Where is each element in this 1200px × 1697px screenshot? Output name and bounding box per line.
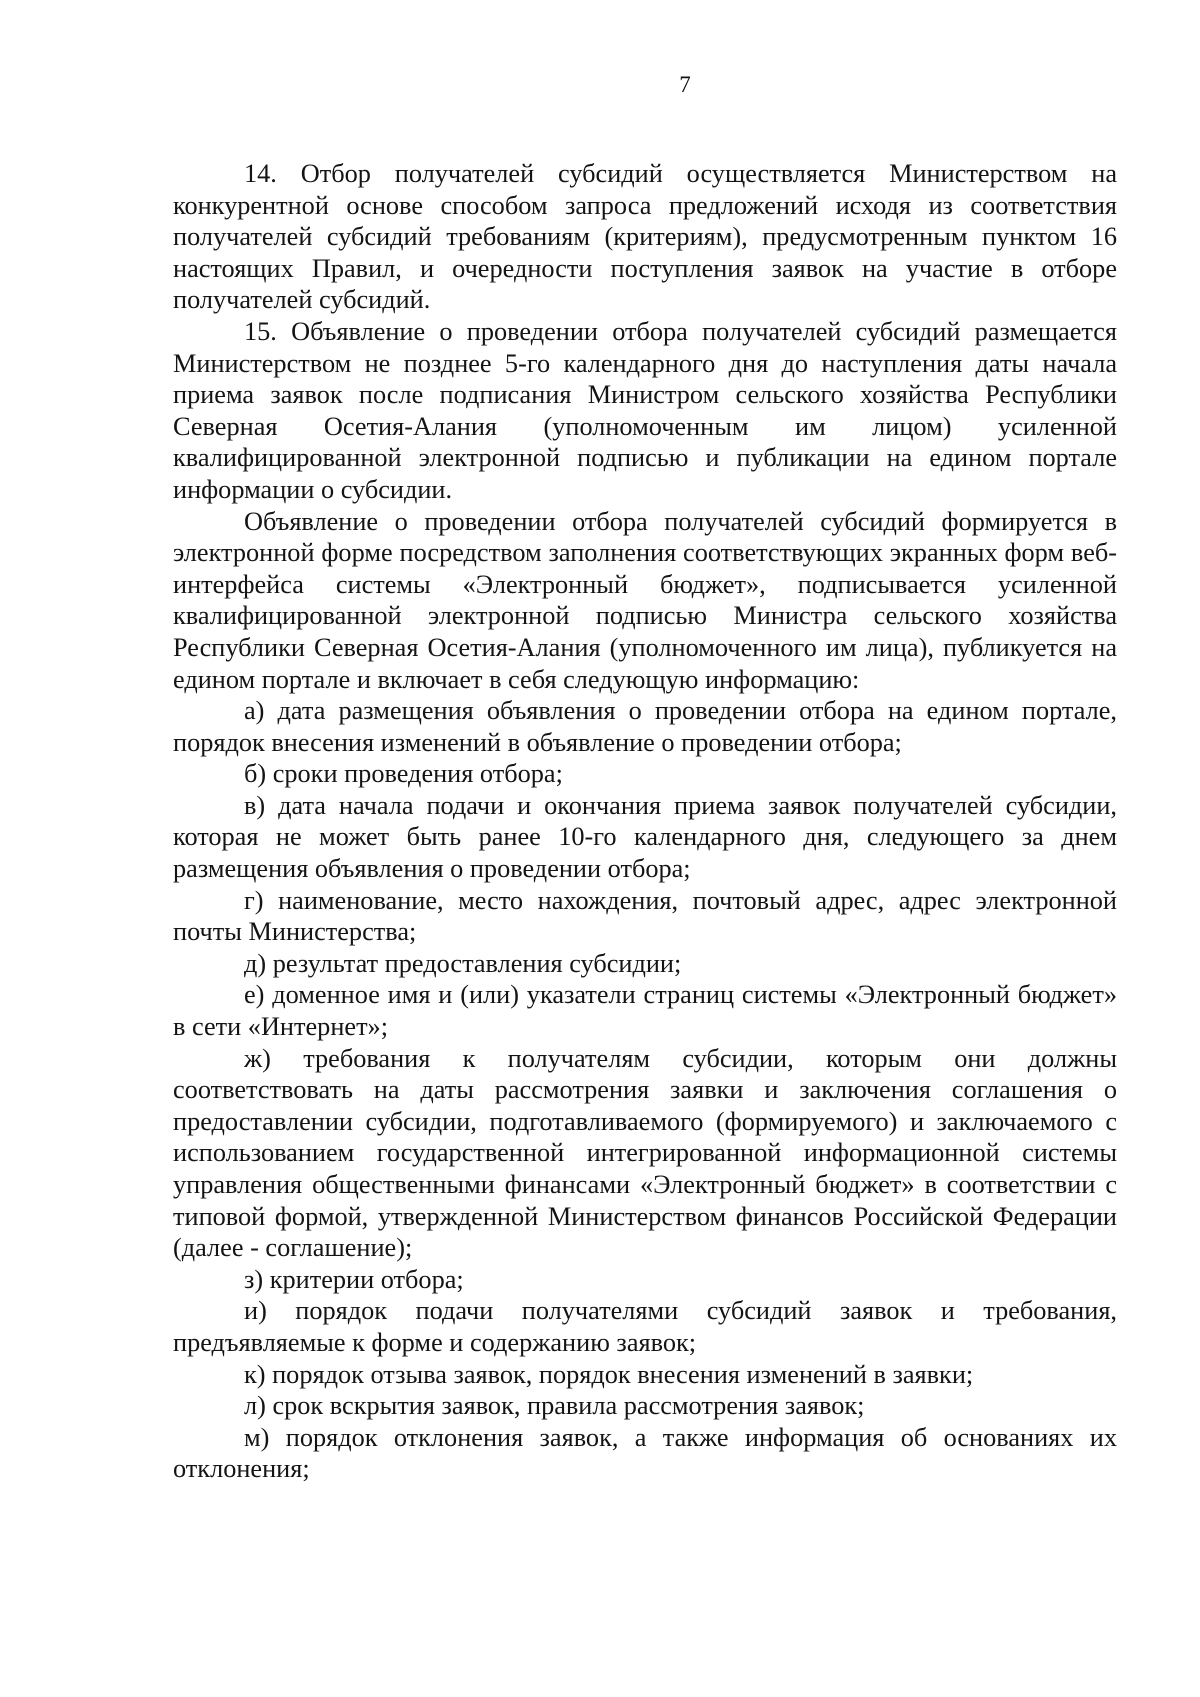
paragraph-15: 15. Объявление о проведении отбора получателей субсидий размещается Министерством не позднее 5-го календарного дня до наступления даты начала приема заявок после подписания Министром сельского хозяйства Республики Северная Осетия-Алания (уполномоченным им лицом) усиленной квалифицированной электронной подписью и публикации на едином портале информации о субсидии. <box>173 316 1117 504</box>
paragraph-14: 14. Отбор получателей субсидий осуществляется Министерством на конкурентной основе способом запроса предложений исходя из соответствия получателей субсидий требованиям (критериям), предусмотренным пунктом 16 настоящих Правил, и очередности поступления заявок на участие в отборе получателей субсидий. <box>173 159 1117 315</box>
document-body <box>173 158 1117 1485</box>
list-item-l: л) срок вскрытия заявок, правила рассмотрения заявок; <box>244 1391 865 1421</box>
list-item-d: д) результат предоставления субсидии; <box>244 948 682 978</box>
list-item-g: г) наименование, место нахождения, почтовый адрес, адрес электронной почты Министерства; <box>173 885 1117 947</box>
paragraph-announcement: Объявление о проведении отбора получателей субсидий формируется в электронной форме посредством заполнения соответствующих экранных форм веб-интерфейса системы «Электронный бюджет», подписывается усиленной квалифицированной электронной подписью Министра сельского хозяйства Республики Северная Осетия-Алания (уполномоченного им лица), публикуется на едином портале и включает в себя следующую информацию: <box>173 506 1117 694</box>
list-item-v: в) дата начала подачи и окончания приема заявок получателей субсидии, которая не может быть ранее 10-го календарного дня, следующего за днем размещения объявления о проведении отбора; <box>173 790 1117 884</box>
page-number: 7 <box>679 72 691 97</box>
list-item-m: м) порядок отклонения заявок, а также информация об основаниях их отклонения; <box>173 1422 1117 1484</box>
list-item-zh: ж) требования к получателям субсидии, которым они должны соответствовать на даты рассмотрения заявки и заключения соглашения о предоставлении субсидии, подготавливаемого (формируемого) и заключаемого с использованием государственной интегрированной информационной системы управления общественными финансами «Электронный бюджет» в соответствии с типовой формой, утвержденной Министерством финансов Российской Федерации (далее - соглашение); <box>173 1043 1117 1263</box>
list-item-a: а) дата размещения объявления о проведении отбора на едином портале, порядок внесения изменений в объявление о проведении отбора; <box>173 696 1117 757</box>
list-item-i: и) порядок подачи получателями субсидий заявок и требования, предъявляемые к форме и содержанию заявок; <box>173 1296 1117 1357</box>
list-item-e: е) доменное имя и (или) указатели страниц системы «Электронный бюджет» в сети «Интернет»; <box>173 980 1117 1042</box>
list-item-k: к) порядок отзыва заявок, порядок внесения изменений в заявки; <box>244 1359 974 1389</box>
list-item-z: з) критерии отбора; <box>244 1264 464 1294</box>
list-item-b: б) сроки проведения отбора; <box>244 759 563 789</box>
